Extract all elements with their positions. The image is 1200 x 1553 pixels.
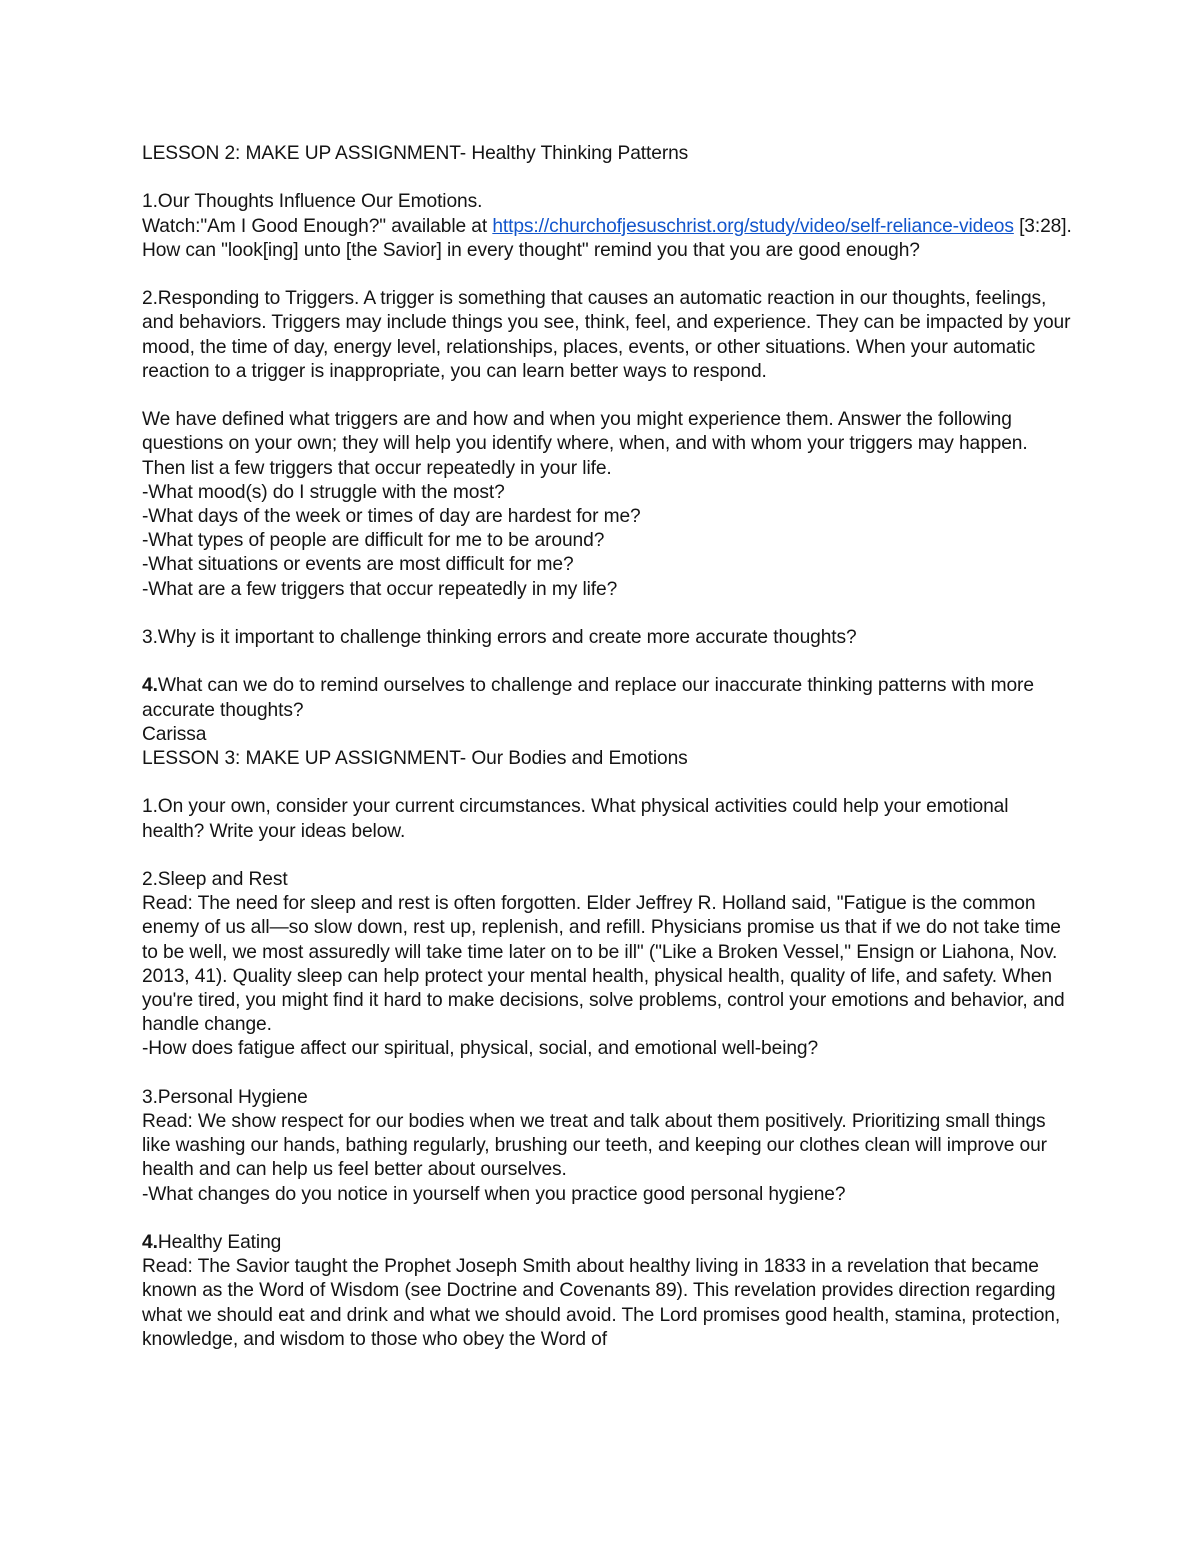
item-text: What can we do to remind ourselves to challenge and replace our inaccurate thinking patterns with more accurate thoughts? [142,675,1034,721]
document-page [142,142,1072,1352]
spacer [142,844,1072,868]
spacer [142,771,1072,795]
spacer [142,166,1072,190]
lesson3-item2-read: Read: The need for sleep and rest is often forgotten. Elder Jeffrey R. Holland said, "Fatigue is the common enemy of us all—so slow down, rest up, replenish, and refill. Physicians promise us that if we do not take time to be well, we most assuredly will take time later on to be ill" ("Like a Broken Vessel," Ensign or Liahona, Nov. 2013, 41). Quality sleep can help protect your mental health, physical health, quality of life, and safety. When you're tired, you might find it hard to make decisions, solve problems, control your emotions and behavior, and handle change. [142,893,1065,1036]
lesson3-title: LESSON 3: MAKE UP ASSIGNMENT- Our Bodies and Emotions [142,748,688,769]
question-line: -What situations or events are most difficult for me? [142,554,574,576]
lesson2-item4 [142,674,1072,722]
lesson2-item2-paragraph: 2.Responding to Triggers. A trigger is something that causes an automatic reaction in our thoughts, feelings, and behaviors. Triggers may include things you see, think, feel, and experience. They can be impacted by your mood, the time of day, energy level, relationships, places, events, or other situations. When your automatic reaction to a trigger is inappropriate, you can learn better ways to respond. [142,288,1071,382]
spacer [142,650,1072,674]
item-number: 4. [142,675,158,697]
self-reliance-videos-link[interactable]: https://churchofjesuschrist.org/study/video/self-reliance-videos [492,215,1014,237]
lesson3-item4-heading [142,1231,1072,1255]
lesson2-item3: 3.Why is it important to challenge thinking errors and create more accurate thoughts? [142,627,857,648]
lesson3-item2-heading: 2.Sleep and Rest [142,868,288,890]
item-heading-text: Healthy Eating [157,1232,282,1253]
lesson3-item1: 1.On your own, consider your current circumstances. What physical activities could help your emotional health? Write your ideas below. [142,796,1009,842]
question-line: -How does fatigue affect our spiritual, physical, social, and emotional well-being? [142,1038,819,1060]
spacer [142,263,1072,287]
question-line: -What mood(s) do I struggle with the most? [142,481,505,503]
watch-suffix: [3:28]. How can "look[ing] unto [the Savior] in every thought" remind you that you are good enough? [142,215,1072,261]
spacer [142,602,1072,626]
question-line: -What days of the week or times of day are hardest for me? [142,506,641,527]
signature-name: Carissa [142,723,207,745]
question-line: -What are a few triggers that occur repeatedly in my life? [142,578,618,600]
spacer [142,1062,1072,1086]
watch-prefix: Watch:"Am I Good Enough?" available at [142,215,493,237]
lesson2-item2-intro: We have defined what triggers are and how and when you might experience them. Answer the following questions on your own; they will help you identify where, when, and with whom your triggers may happen. Then list a few triggers that occur repeatedly in your life. [142,409,1028,479]
lesson2-item1-watch [142,215,1072,263]
lesson3-item3-heading: 3.Personal Hygiene [142,1086,308,1108]
lesson2-title: LESSON 2: MAKE UP ASSIGNMENT- Healthy Thinking Patterns [142,143,689,164]
lesson3-item3-read: Read: We show respect for our bodies when we treat and talk about them positively. Prioritizing small things like washing our hands, bathing regularly, brushing our teeth, and keeping our clothes clean will improve our health and can help us feel better about ourselves. [142,1111,1047,1181]
lesson2-item1-heading: 1.Our Thoughts Influence Our Emotions. [142,191,483,213]
question-line: -What types of people are difficult for me to be around? [142,530,605,552]
spacer [142,384,1072,408]
question-line: -What changes do you notice in yourself when you practice good personal hygiene? [142,1183,846,1205]
spacer [142,1207,1072,1231]
lesson3-item4-read: Read: The Savior taught the Prophet Joseph Smith about healthy living in 1833 in a revelation that became known as the Word of Wisdom (see Doctrine and Covenants 89). This revelation provides direction regarding what we should eat and drink and what we should avoid. The Lord promises good health, stamina, protection, knowledge, and wisdom to those who obey the Word of [142,1256,1061,1350]
item-number: 4. [142,1232,158,1253]
